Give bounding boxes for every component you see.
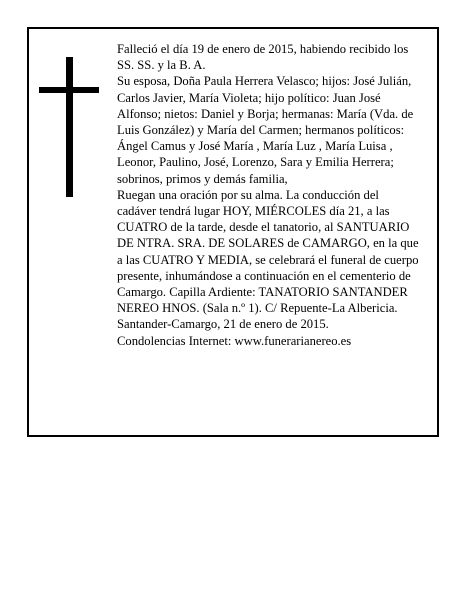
condolences-website: Condolencias Internet: www.funerarianereo.es [117, 333, 352, 348]
cross-vertical-bar [66, 57, 73, 197]
notice-text [117, 41, 421, 349]
death-announcement: Falleció el día 19 de enero de 2015, habiendo recibido los SS. SS. y la B. A. [117, 42, 409, 73]
family-list: Su esposa, Doña Paula Herrera Velasco; hijos: José Julián, Carlos Javier, María Violeta; hijo político: Juan José Alfonso; nietos: Daniel y Borja; hermanas: María (Vda. de Luis González) y María del Carmen; hermanos políticos: Ángel Camus y José María , María Luz , María Luisa , Leonor, Paulino, José, Lorenzo, Sara y Emilia Herrera; sobrinos, primos y demás familia, [117, 74, 414, 186]
cross-horizontal-bar [39, 87, 99, 93]
funeral-details: Ruegan una oración por su alma. La conducción del cadáver tendrá lugar HOY, MIÉRCOLES día 21, a las CUATRO de la tarde, desde el tanatorio, al SANTUARIO DE NTRA. SRA. DE SOLARES de CAMARGO, en la que a las CUATRO Y MEDIA, se celebrará el funeral de cuerpo presente, inhumándose a continuación en el cementerio de Camargo. Capilla Ardiente: TANATORIO SANTANDER NEREO HNOS. (Sala n.º 1). C/ Repuente-La Albericia. [117, 187, 419, 316]
place-date: Santander-Camargo, 21 de enero de 2015. [117, 317, 329, 332]
obituary-notice [27, 27, 439, 437]
